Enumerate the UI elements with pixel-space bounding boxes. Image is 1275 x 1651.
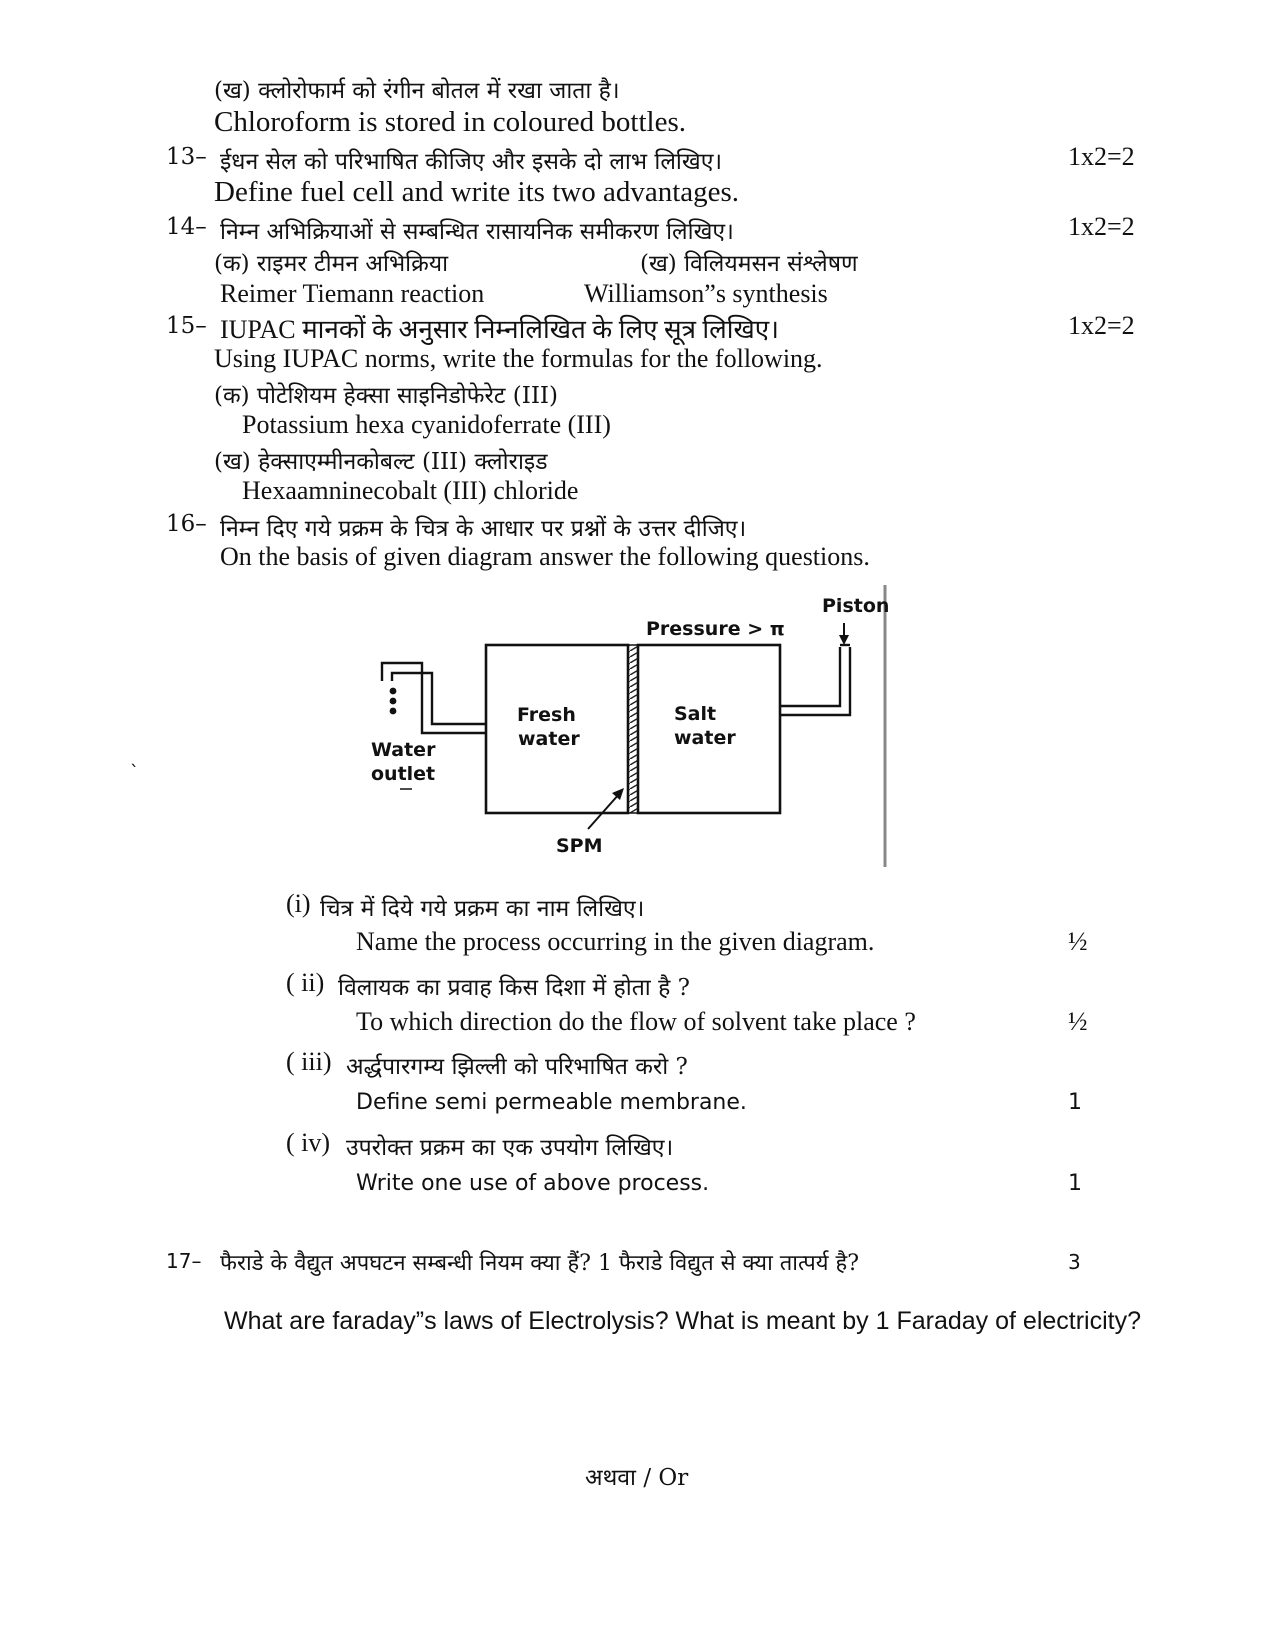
q17-number: 17– bbox=[166, 1249, 202, 1273]
q13-marks: 1x2=2 bbox=[1068, 142, 1135, 171]
label-salt-water-1: Salt bbox=[674, 703, 717, 725]
water-drop bbox=[390, 698, 397, 705]
q16-ii-num: ( ii) bbox=[286, 968, 325, 997]
q16-ii-english: To which direction do the flow of solvent take place ? bbox=[356, 1007, 916, 1036]
q15-part-a-english: Potassium hexa cyanidoferrate (III) bbox=[242, 410, 611, 439]
q16-english: On the basis of given diagram answer the following questions. bbox=[220, 542, 870, 571]
q16-i-num: (i) bbox=[286, 889, 311, 918]
semi-permeable-membrane bbox=[628, 645, 638, 813]
q16-ii-marks: ½ bbox=[1068, 1007, 1088, 1036]
q15-part-b-hindi: (ख) हेक्साएम्मीनकोबल्ट (III) क्लोराइड bbox=[214, 449, 548, 475]
q17-english: What are faraday”s laws of Electrolysis? What is meant by 1 Faraday of electricity? bbox=[224, 1307, 1142, 1335]
q14-part-b-english: Williamson”s synthesis bbox=[584, 279, 828, 308]
q16-iii-marks: 1 bbox=[1068, 1090, 1082, 1115]
q16-number: 16– bbox=[166, 511, 207, 537]
label-fresh-water-2: water bbox=[518, 728, 580, 750]
piston-pipe-inner bbox=[780, 647, 840, 706]
spm-arrow-head bbox=[612, 788, 624, 800]
q16-i-english: Name the process occurring in the given diagram. bbox=[356, 927, 875, 956]
q17-hindi: फैराडे के वैद्युत अपघटन सम्बन्धी नियम क्या हैं? 1 फैराडे विद्युत से क्या तात्पर्य है? bbox=[220, 1251, 860, 1276]
label-pressure: Pressure > π bbox=[646, 618, 785, 640]
q16-hindi: निम्न दिए गये प्रक्रम के चित्र के आधार पर प्रश्नों के उत्तर दीजिए। bbox=[220, 516, 747, 542]
q14-number: 14– bbox=[166, 214, 207, 240]
q12b-hindi: (ख) क्लोरोफार्म को रंगीन बोतल में रखा जाता है। bbox=[214, 78, 620, 104]
q16-ii-hindi: विलायक का प्रवाह किस दिशा में होता है ? bbox=[338, 975, 690, 1001]
spm-arrow-shaft bbox=[588, 793, 620, 829]
q16-iv-num: ( iv) bbox=[286, 1128, 331, 1157]
q15-part-a-hindi: (क) पोटेशियम हेक्सा साइनिडोफेरेट (III) bbox=[214, 383, 558, 409]
label-water-outlet-1: Water bbox=[371, 739, 436, 761]
q16-iii-hindi: अर्द्धपारगम्य झिल्ली को परिभाषित करो ? bbox=[346, 1054, 688, 1080]
q16-i-hindi: चित्र में दिये गये प्रक्रम का नाम लिखिए। bbox=[320, 896, 645, 922]
q14-part-a-english: Reimer Tiemann reaction bbox=[220, 279, 485, 308]
q13-hindi: ईधन सेल को परिभाषित कीजिए और इसके दो लाभ लिखिए। bbox=[220, 149, 723, 175]
label-piston: Piston bbox=[822, 595, 890, 617]
q14-part-a-hindi: (क) राइमर टीमन अभिक्रिया bbox=[214, 251, 449, 277]
q17-marks: 3 bbox=[1068, 1250, 1081, 1274]
label-water-outlet-2: outlet bbox=[371, 763, 436, 785]
q16-iv-hindi: उपरोक्त प्रक्रम का एक उपयोग लिखिए। bbox=[346, 1135, 674, 1161]
label-salt-water-2: water bbox=[674, 727, 736, 749]
q16-iii-english: Define semi permeable membrane. bbox=[356, 1090, 747, 1115]
q14-marks: 1x2=2 bbox=[1068, 212, 1135, 241]
q15-english: Using IUPAC norms, write the formulas for the following. bbox=[214, 344, 823, 373]
q13-english: Define fuel cell and write its two advantages. bbox=[214, 176, 740, 208]
q12b-english: Chloroform is stored in coloured bottles. bbox=[214, 106, 686, 138]
q14-part-b-hindi: (ख) विलियमसन संश्लेषण bbox=[640, 251, 858, 277]
q15-number: 15– bbox=[166, 313, 207, 339]
q16-iii-num: ( iii) bbox=[286, 1047, 332, 1076]
q16-iv-marks: 1 bbox=[1068, 1171, 1082, 1196]
water-drop bbox=[390, 688, 397, 695]
piston-arrow-head bbox=[839, 635, 849, 645]
q13-number: 13– bbox=[166, 144, 207, 170]
outlet-pipe-inner bbox=[392, 673, 486, 724]
q16-iv-english: Write one use of above process. bbox=[356, 1171, 710, 1196]
or-separator: अथवा / Or bbox=[585, 1465, 689, 1491]
label-fresh-water-1: Fresh bbox=[517, 704, 576, 726]
reverse-osmosis-diagram bbox=[360, 585, 900, 870]
q14-hindi: निम्न अभिक्रियाओं से सम्बन्धित रासायनिक समीकरण लिखिए। bbox=[220, 219, 734, 245]
stray-mark: ` bbox=[130, 762, 139, 783]
q16-i-marks: ½ bbox=[1068, 927, 1088, 956]
q15-marks: 1x2=2 bbox=[1068, 311, 1135, 340]
q15-part-b-english: Hexaamninecobalt (III) chloride bbox=[242, 476, 579, 505]
label-spm: SPM bbox=[556, 835, 603, 857]
q15-hindi: IUPAC मानकों के अनुसार निम्नलिखित के लिए सूत्र लिखिए। bbox=[220, 315, 780, 344]
water-drop bbox=[390, 708, 397, 715]
